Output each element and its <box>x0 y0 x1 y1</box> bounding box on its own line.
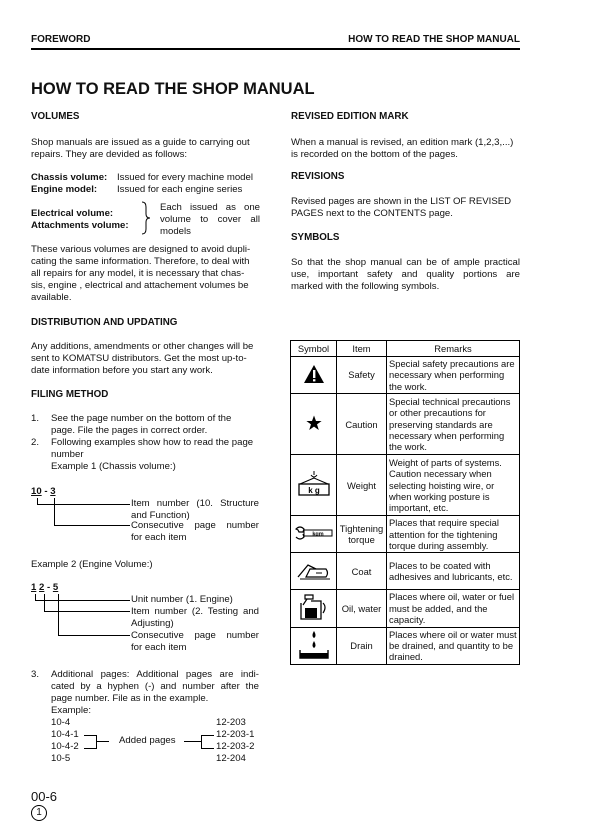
symbols-heading: SYMBOLS <box>291 232 340 243</box>
revised-heading: REVISED EDITION MARK <box>291 111 409 122</box>
example2-label: Example 2 (Engine Volume:) <box>31 559 153 570</box>
chassis-volume-label: Chassis volume: <box>31 172 108 183</box>
item-cell: Weight <box>337 455 387 516</box>
symbols-line-2: use, important safety and quality portions are <box>291 269 520 280</box>
remarks-cell: Places that require special attention for the tightening torque during assembly. <box>387 516 520 553</box>
revisions-line-2: PAGES next to the CONTENTS page. <box>291 208 453 219</box>
remarks-cell: Special technical precautions or other precautions for preserving standards are necessary when performing the work. <box>387 394 520 455</box>
torque-icon-label: kgm <box>311 531 324 538</box>
star-icon <box>306 415 322 431</box>
item-cell: Caution <box>337 394 387 455</box>
table-row <box>291 553 520 590</box>
remarks-cell: Places to be coated with adhesives and lubricants, etc. <box>387 553 520 590</box>
warning-triangle-icon <box>303 364 325 384</box>
item-cell: Oil, water <box>337 590 387 627</box>
example2-leader-page <box>58 594 130 636</box>
weight-kg-icon <box>296 470 332 498</box>
left-page-4: 10-5 <box>51 753 71 764</box>
volumes-heading: VOLUMES <box>31 111 80 122</box>
col-item: Item <box>337 341 387 357</box>
each-issued-2: volume to cover all <box>160 214 260 225</box>
example2-consecutive-1: Consecutive page number <box>131 630 259 641</box>
symbol-cell <box>291 553 337 590</box>
right-page-4: 12-204 <box>216 753 246 764</box>
example1-consecutive-1: Consecutive page number <box>131 520 259 531</box>
table-row <box>291 627 520 664</box>
example1-code-item: 10 <box>31 486 42 497</box>
revised-line-2: is recorded on the bottom of the pages. <box>291 149 458 160</box>
symbol-cell <box>291 357 337 394</box>
volumes-various-5: available. <box>31 292 72 303</box>
symbols-line-3: marked with the following symbols. <box>291 281 440 292</box>
example2-code-item: 2 <box>39 582 45 593</box>
volumes-intro-1: Shop manuals are issued as a guide to carrying out <box>31 137 250 148</box>
example1-label: Example 1 (Chassis volume:) <box>51 461 176 472</box>
added-pages-bracket-right <box>201 735 214 749</box>
revisions-heading: REVISIONS <box>291 171 345 182</box>
symbol-cell <box>291 590 337 627</box>
filing-item2-num: 2. <box>31 437 40 448</box>
header-right: HOW TO READ THE SHOP MANUAL <box>348 34 520 45</box>
added-pages-connector-left <box>96 741 109 742</box>
remarks-cell: Special safety precautions are necessary when performing the work. <box>387 357 520 394</box>
remarks-cell: Weight of parts of systems. Caution necessary when selecting hoisting wire, or when working posture is important, etc. <box>387 455 520 516</box>
volumes-various-3: all repairs for any model, it is necessary that chas- <box>31 268 245 279</box>
oil-water-fill-icon <box>297 593 331 621</box>
filing-item2-line1: Following examples show how to read the page <box>51 437 254 448</box>
filing-item1-num: 1. <box>31 413 40 424</box>
example2-code <box>31 582 58 594</box>
filing-item3-example: Example: <box>51 705 91 716</box>
distribution-line-2: sent to KOMATSU distributors. Get the most up-to- <box>31 353 247 364</box>
item-cell: Coat <box>337 553 387 590</box>
right-page-2: 12-203-1 <box>216 729 255 740</box>
each-issued-1: Each issued as one <box>160 202 260 213</box>
right-page-1: 12-203 <box>216 717 246 728</box>
example2-code-page: 5 <box>52 582 59 593</box>
symbol-cell <box>291 394 337 455</box>
filing-item2-line2: number <box>51 449 84 460</box>
symbols-table <box>290 340 520 665</box>
item-cell: Safety <box>337 357 387 394</box>
left-page-1: 10-4 <box>51 717 71 728</box>
example1-item-2: and Function) <box>131 510 190 521</box>
header-left: FOREWORD <box>31 34 91 45</box>
revised-line-1: When a manual is revised, an edition mark (1,2,3,...) <box>291 137 514 148</box>
added-pages-bracket-left <box>84 735 97 749</box>
distribution-line-1: Any additions, amendments or other changes will be <box>31 341 254 352</box>
example2-consecutive-2: for each item <box>131 642 187 653</box>
example1-code-dash: - <box>41 486 51 497</box>
filing-item3-line3: page number. File as in the example. <box>51 693 209 704</box>
filing-item3-line1: Additional pages: Additional pages are indi- <box>51 669 259 680</box>
electrical-volume-label: Electrical volume: <box>31 208 114 219</box>
oil-can-coat-icon <box>296 559 332 581</box>
volumes-brace <box>140 201 152 235</box>
symbol-cell <box>291 455 337 516</box>
filing-item1-line2: page. File the pages in correct order. <box>51 425 208 436</box>
example2-item-1: Item number (2. Testing and <box>131 606 259 617</box>
added-pages-label: Added pages <box>119 735 176 746</box>
remarks-cell: Places where oil or water must be drained, and quantity to be drained. <box>387 627 520 664</box>
example1-consecutive-2: for each item <box>131 532 187 543</box>
volumes-various-1: These various volumes are designed to avoid dupli- <box>31 244 251 255</box>
symbols-line-1: So that the shop manual can be of ample practical <box>291 257 520 268</box>
symbol-cell <box>291 516 337 553</box>
each-issued-3: models <box>160 226 191 237</box>
page-title: HOW TO READ THE SHOP MANUAL <box>31 80 315 98</box>
drain-icon <box>296 630 332 660</box>
example1-item-1: Item number (10. Structure <box>131 498 259 509</box>
example1-leader-page <box>54 498 130 526</box>
table-row <box>291 516 520 553</box>
example1-code-page: 3 <box>50 486 56 497</box>
weight-icon-label: k g <box>307 486 320 496</box>
header-rule <box>31 48 520 50</box>
example2-code-unit: 1 <box>31 582 37 593</box>
volumes-various-4: sis, engine , electrical and attachement volumes be <box>31 280 249 291</box>
col-remarks: Remarks <box>387 341 520 357</box>
table-row <box>291 357 520 394</box>
symbol-cell <box>291 627 337 664</box>
right-page-3: 12-203-2 <box>216 741 255 752</box>
table-row <box>291 590 520 627</box>
attachments-volume-label: Attachments volume: <box>31 220 129 231</box>
example2-code-dash: - <box>44 582 53 593</box>
added-pages-connector-right <box>184 741 201 742</box>
remarks-cell: Places where oil, water or fuel must be added, and the capacity. <box>387 590 520 627</box>
example2-unit: Unit number (1. Engine) <box>131 594 233 605</box>
filing-item1-line1: See the page number on the bottom of the <box>51 413 232 424</box>
item-cell: Drain <box>337 627 387 664</box>
revisions-line-1: Revised pages are shown in the LIST OF REVISED <box>291 196 512 207</box>
example1-code <box>31 486 56 498</box>
chassis-volume-text: Issued for every machine model <box>117 172 253 183</box>
filing-item3-line2: cated by a hyphen (-) and number after the <box>51 681 259 692</box>
left-page-2: 10-4-1 <box>51 729 79 740</box>
table-row <box>291 394 520 455</box>
col-symbol: Symbol <box>291 341 337 357</box>
symbols-table-header <box>291 341 520 357</box>
torque-wrench-icon <box>294 525 334 541</box>
table-row <box>291 455 520 516</box>
distribution-heading: DISTRIBUTION AND UPDATING <box>31 317 178 328</box>
engine-model-text: Issued for each engine series <box>117 184 243 195</box>
filing-item3-num: 3. <box>31 669 40 680</box>
engine-model-label: Engine model: <box>31 184 98 195</box>
left-page-3: 10-4-2 <box>51 741 79 752</box>
edition-mark: 1 <box>31 805 47 821</box>
item-cell: Tightening torque <box>337 516 387 553</box>
page-number: 00-6 <box>31 789 58 804</box>
filing-heading: FILING METHOD <box>31 389 109 400</box>
volumes-various-2: cating the same information. Therefore, to deal with <box>31 256 250 267</box>
example2-item-2: Adjusting) <box>131 618 174 629</box>
volumes-intro-2: repairs. They are devided as follows: <box>31 149 188 160</box>
distribution-line-3: date information before you start any work. <box>31 365 213 376</box>
